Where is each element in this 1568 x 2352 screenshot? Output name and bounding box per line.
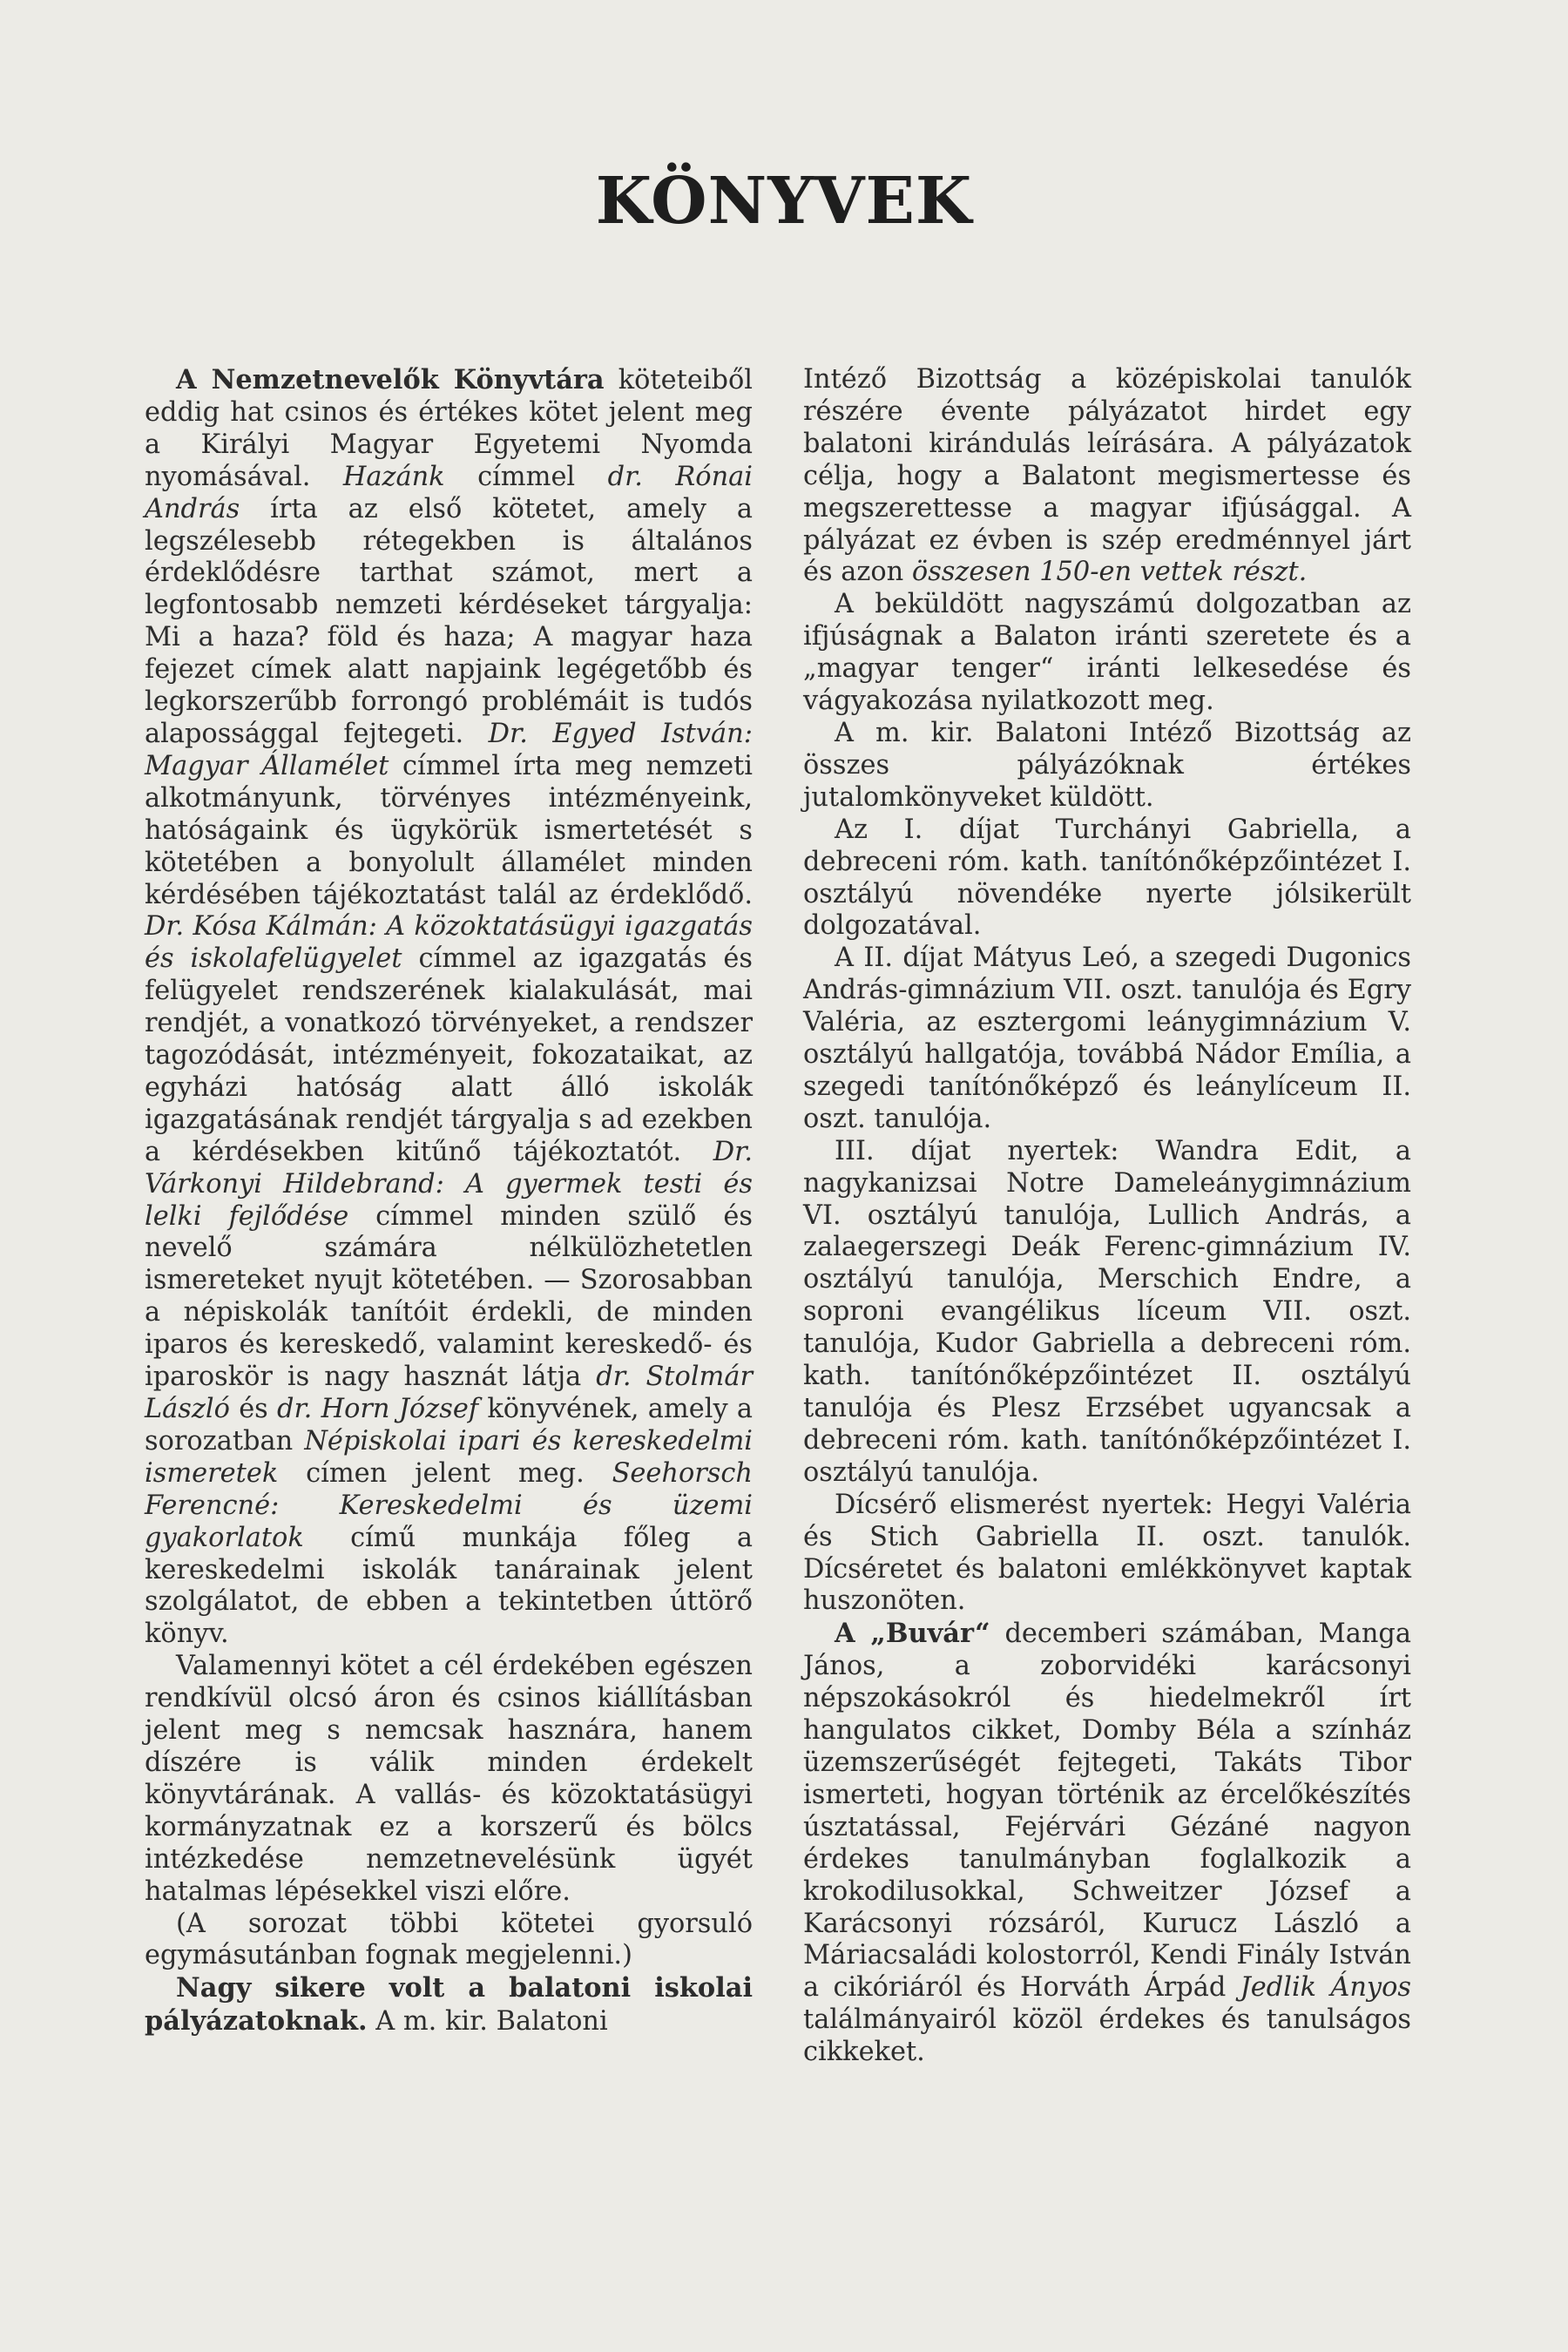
paragraph-series-note: (A sorozat többi kötetei gyorsuló egymásutánban fognak megjelenni.) bbox=[145, 1908, 753, 1971]
paragraph-third-prize: III. díjat nyertek: Wandra Edit, a nagykanizsai Notre Dameleánygimnázium VI. osztályú tanulója, Lullich András, a zalaegerszegi Deák Ferenc-gimnázium IV. osztályú tanulója, Merschich Endre, a soproni evangélikus líceum VII. oszt. tanulója, Kudor Gabriella a debreceni róm. kath. tanítónőképzőintézet II. osztályú tanulója és Plesz Erzsébet ugyancsak a debreceni róm. kath. tanítónőképzőintézet I. osztályú tanulója. bbox=[803, 1135, 1411, 1488]
paragraph-rewards: A m. kir. Balatoni Intéző Bizottság az összes pályázóknak értékes jutalomkönyveket küldött. bbox=[803, 717, 1411, 813]
paragraph-series-summary: Valamennyi kötet a cél érdekében egészen rendkívül olcsó áron és csinos kiállításban jelent meg s nemcsak hasznára, hanem díszére is válik minden érdekelt könyvtárának. A vallás- és közoktatásügyi kormányzatnak ez a korszerű és bölcs intézkedése nemzetnevelésünk ügyét hatalmas lépésekkel viszi előre. bbox=[145, 1651, 753, 1907]
paragraph-balaton-contest-cont: Intéző Bizottság a középiskolai tanulók részére évente pályázatot hirdet egy balatoni kirándulás leírására. A pályázatok célja, hogy a Balatont megismertesse és megszerettesse a magyar ifjúsággal. A pályázat ez évben is szép eredménnyel járt és azon összesen 150-en vettek részt. bbox=[803, 364, 1411, 588]
paragraph-honorable-mention: Dícsérő elismerést nyertek: Hegyi Valéria és Stich Gabriella II. oszt. tanulók. Dícséretet és balatoni emlékkönyvet kaptak huszonöten. bbox=[803, 1489, 1411, 1617]
left-column bbox=[145, 364, 753, 2038]
paragraph-first-prize: Az I. díjat Turchányi Gabriella, a debreceni róm. kath. tanítónőképzőintézet I. osztályú növendéke nyerte jólsikerült dolgozatával. bbox=[803, 814, 1411, 942]
paragraph-submissions: A beküldött nagyszámú dolgozatban az ifjúságnak a Balaton iránti szeretete és a „magyar tenger“ iránti lelkesedése és vágyakozása nyilatkozott meg. bbox=[803, 589, 1411, 717]
page-title: KÖNYVEK bbox=[595, 164, 973, 239]
paragraph-second-prize: A II. díjat Mátyus Leó, a szegedi Dugonics András-gimnázium VII. oszt. tanulója és Egry Valéria, az esztergomi leánygimnázium V. osztályú hallgatója, továbbá Nádor Emília, a szegedi tanítónőképző és leánylíceum II. oszt. tanulója. bbox=[803, 943, 1411, 1134]
paragraph-books-review: A Nemzetnevelők Könyvtára köteteiből eddig hat csinos és értékes kötet jelent meg a Királyi Magyar Egyetemi Nyomda nyomásával. Hazánk címmel dr. Rónai András írta az első kötetet, amely a legszélesebb rétegekben is általános érdeklődésre tarthat számot, mert a legfontosabb nemzeti kérdéseket tárgyalja: Mi a haza? föld és haza; A magyar haza fejezet címek alatt napjaink legégetőbb és legkorszerűbb forrongó problémáit is tudós alapossággal fejtegeti. Dr. Egyed István: Magyar Államélet címmel írta meg nemzeti alkotmányunk, törvényes intézményeink, hatóságaink és ügykörük ismertetését s kötetében a bonyolult államélet minden kérdésében tájékoztatást talál az érdeklődő. Dr. Kósa Kálmán: A közoktatásügyi igazgatás és iskolafelügyelet címmel az igazgatás és felügyelet rendszerének kialakulását, mai rendjét, a vonatkozó törvényeket, a rendszer tagozódását, intézményeit, fokozataikat, az egyházi hatóság alatt álló iskolák igazgatásának rendjét tárgyalja s ad ezekben a kérdésekben kitűnő tájékoztatót. Dr. Várkonyi Hildebrand: A gyermek testi és lelki fejlődése címmel minden szülő és nevelő számára nélkülözhetetlen ismereteket nyujt kötetében. — Szorosabban a népiskolák tanítóit érdekli, de minden iparos és kereskedő, valamint kereskedő- és iparoskör is nagy hasznát látja dr. Stolmár László és dr. Horn József könyvének, amely a sorozatban Népiskolai ipari és kereskedelmi ismeretek címen jelent meg. Seehorsch Ferencné: Kereskedelmi és üzemi gyakorlatok című munkája főleg a kereskedelmi iskolák tanárainak jelent szolgálatot, de ebben a tekintetben úttörő könyv. bbox=[145, 364, 754, 1650]
paragraph-balaton-contest-start: Nagy sikere volt a balatoni iskolai pályázatoknak. A m. kir. Balatoni bbox=[145, 1972, 753, 2038]
right-column bbox=[803, 364, 1411, 2069]
paragraph-buvar: A „Buvár“ decemberi számában, Manga János, a zoborvidéki karácsonyi népszokásokról és hiedelmekről írt hangulatos cikket, Domby Béla a színház üzemszerűségét fejtegeti, Takáts Tibor ismerteti, hogyan történik az ércelőkészítés úsztatással, Fejérvári Gézáné nagyon érdekes tanulmányban foglalkozik a krokodilusokkal, Schweitzer József a Karácsonyi rózsáról, Kurucz László a Máriacsaládi kolostorról, Kendi Finály István a cikóriáról és Horváth Árpád Jedlik Ányos találmányairól közöl érdekes és tanulságos cikkeket. bbox=[803, 1618, 1411, 2068]
